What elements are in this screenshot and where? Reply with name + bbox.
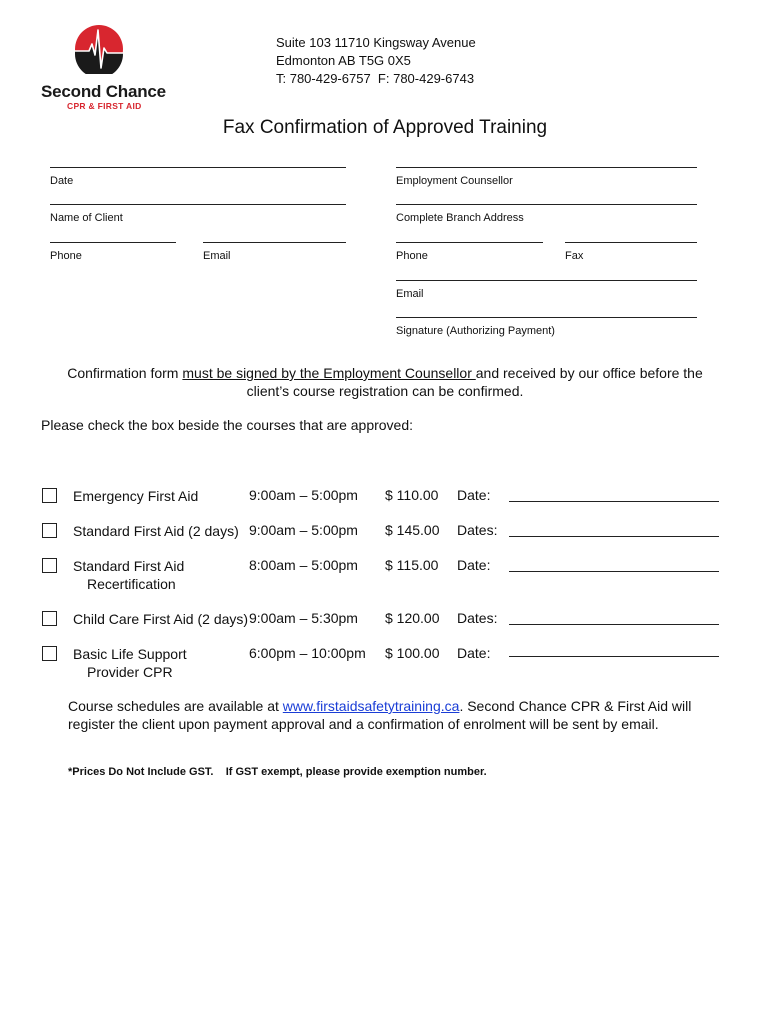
heartbeat-logo-icon [74, 24, 124, 74]
course-time: 8:00am – 5:00pm [249, 557, 358, 573]
course-price: $ 110.00 [385, 487, 439, 503]
confirmation-notice: Confirmation form must be signed by the Employment Counsellor and received by our office before the client’s course registration can be confirmed. [67, 365, 703, 399]
branch-address-field-line[interactable] [396, 204, 697, 205]
course-name: Standard First Aid Recertification [73, 558, 185, 592]
page-title: Fax Confirmation of Approved Training [222, 117, 548, 138]
signature-field-line[interactable] [396, 317, 697, 318]
course-price: $ 100.00 [385, 645, 440, 661]
training-website-link[interactable]: www.firstaidsafetytraining.ca [282, 698, 460, 714]
client-phone-label: Phone [50, 250, 82, 262]
course-date-line[interactable] [509, 656, 719, 657]
phone-number: T: 780-429-6757 [276, 71, 371, 86]
counsellor-fax-label: Fax [565, 250, 584, 262]
course-date-line[interactable] [509, 501, 719, 502]
course-name: Standard First Aid (2 days) [73, 523, 239, 539]
client-name-label: Name of Client [50, 212, 123, 224]
course-date-label: Date: [457, 487, 491, 503]
course-name: Emergency First Aid [73, 488, 199, 504]
course-date-label: Dates: [457, 610, 498, 626]
course-row [0, 522, 770, 562]
client-email-field-line[interactable] [203, 242, 346, 243]
schedule-info: Course schedules are available at www.firstaidsafetytraining.ca. Second Chance CPR & First Aid will register the client upon payment approval and a confirmation of enrolment will be sent by email. [68, 698, 692, 732]
course-date-label: Date: [457, 557, 491, 573]
gst-note: *Prices Do Not Include GST. If GST exempt, please provide exemption number. [68, 766, 487, 778]
branch-address-label: Complete Branch Address [396, 212, 524, 224]
course-checkbox[interactable] [42, 488, 57, 503]
course-row [0, 557, 770, 597]
course-instruction: Please check the box beside the courses that are approved: [41, 417, 414, 433]
logo-subtitle: CPR & FIRST AID [67, 101, 142, 111]
course-price: $ 145.00 [385, 522, 440, 538]
client-email-label: Email [203, 250, 231, 262]
signature-label: Signature (Authorizing Payment) [396, 325, 555, 337]
course-checkbox[interactable] [42, 646, 57, 661]
course-time: 9:00am – 5:00pm [249, 487, 358, 503]
course-checkbox[interactable] [42, 523, 57, 538]
address-contact [276, 70, 474, 88]
counsellor-email-field-line[interactable] [396, 280, 697, 281]
client-name-field-line[interactable] [50, 204, 346, 205]
counsellor-email-label: Email [396, 288, 424, 300]
counsellor-phone-label: Phone [396, 250, 428, 262]
fax-number: F: 780-429-6743 [377, 71, 475, 86]
counsellor-label: Employment Counsellor [396, 175, 513, 187]
course-date-line[interactable] [509, 571, 719, 572]
course-time: 9:00am – 5:00pm [249, 522, 358, 538]
course-date-line[interactable] [509, 624, 719, 625]
course-time: 9:00am – 5:30pm [249, 610, 358, 626]
course-checkbox[interactable] [42, 611, 57, 626]
notice-emphasis: must be signed by the Employment Counsellor [182, 365, 476, 381]
address-line-2: Edmonton AB T5G 0X5 [276, 53, 411, 68]
course-date-line[interactable] [509, 536, 719, 537]
course-name: Child Care First Aid (2 days) [73, 611, 249, 627]
address-line-1: Suite 103 11710 Kingsway Avenue [276, 35, 476, 50]
course-price: $ 120.00 [385, 610, 440, 626]
client-phone-field-line[interactable] [50, 242, 176, 243]
course-row [0, 487, 770, 527]
course-checkbox[interactable] [42, 558, 57, 573]
counsellor-phone-field-line[interactable] [396, 242, 543, 243]
course-price: $ 115.00 [385, 557, 439, 573]
date-field-line[interactable] [50, 167, 346, 168]
date-label: Date [50, 175, 74, 187]
course-date-label: Date: [457, 645, 491, 661]
course-time: 6:00pm – 10:00pm [249, 645, 366, 661]
counsellor-fax-field-line[interactable] [565, 242, 697, 243]
counsellor-field-line[interactable] [396, 167, 697, 168]
course-row [0, 610, 770, 650]
course-date-label: Dates: [457, 522, 498, 538]
course-name: Basic Life Support Provider CPR [73, 646, 187, 680]
course-row [0, 645, 770, 685]
logo-name: Second Chance [41, 82, 166, 101]
